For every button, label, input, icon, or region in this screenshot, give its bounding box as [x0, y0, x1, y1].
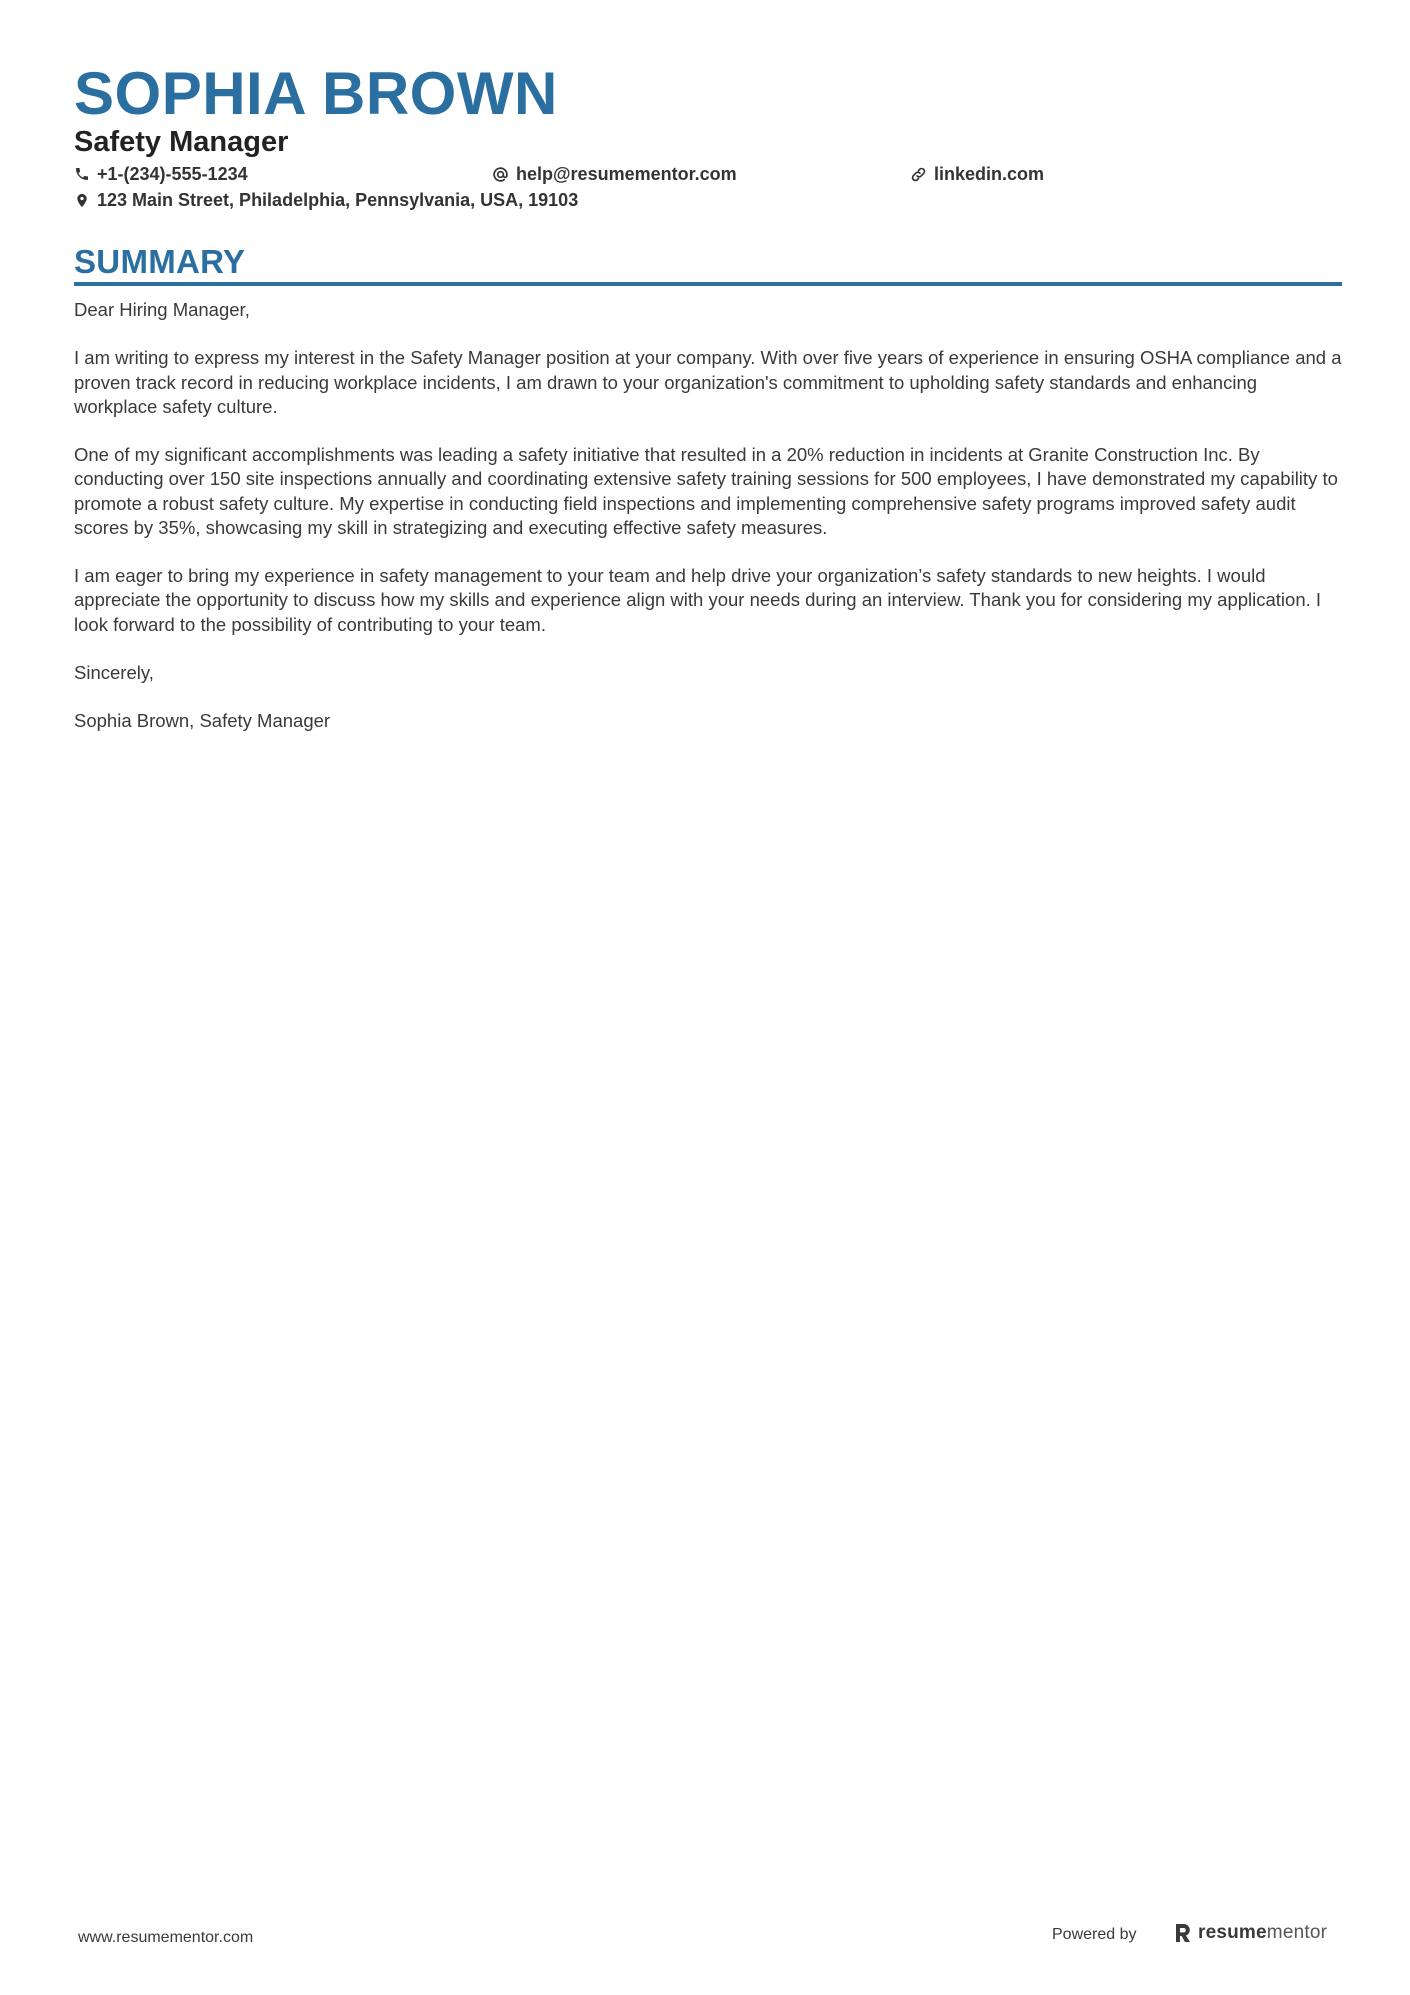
- contact-email: [492, 162, 737, 186]
- phone-text: +1-(234)-555-1234: [97, 164, 248, 184]
- paragraph-2: One of my significant accomplishments was leading a safety initiative that resulted in a 20% reduction in incidents at Granite Construction Inc. By conducting over 150 site inspections annually and coordinating extensive safety training sessions for 500 employees, I have demonstrated my capability to promote a robust safety culture. My expertise in conducting field inspections and implementing comprehensive safety programs improved safety audit scores by 35%, showcasing my skill in strategizing and executing effective safety measures.: [74, 444, 1338, 538]
- contact-phone: [74, 162, 248, 186]
- phone-icon: [74, 166, 90, 182]
- footer-website: www.resumementor.com: [78, 1929, 254, 1946]
- contact-address: [74, 188, 578, 212]
- address-text: 123 Main Street, Philadelphia, Pennsylvania, USA, 19103: [97, 190, 579, 210]
- linkedin-text: linkedin.com: [934, 164, 1045, 184]
- section-heading-summary: SUMMARY: [74, 243, 246, 280]
- resumementor-logo-icon: [1174, 1923, 1192, 1943]
- brand-logo: [1174, 1921, 1327, 1945]
- salutation: Dear Hiring Manager,: [74, 299, 250, 320]
- link-icon: [910, 166, 927, 183]
- letter-body: [74, 298, 1342, 758]
- email-text: help@resumementor.com: [516, 164, 737, 184]
- powered-by-label: Powered by: [1052, 1926, 1137, 1943]
- closing: Sincerely,: [74, 661, 154, 683]
- brand-wordmark-bold: resume: [1198, 1922, 1267, 1943]
- brand-wordmark: [1198, 1921, 1327, 1945]
- brand-wordmark-light: mentor: [1266, 1922, 1328, 1943]
- contact-linkedin: [910, 162, 1044, 186]
- paragraph-1: I am writing to express my interest in the Safety Manager position at your company. With over five years of experience in ensuring OSHA compliance and a proven track record in reducing workplace incidents, I am drawn to your organization's commitment to upholding safety standards and enhancing workplace safety culture.: [74, 347, 1342, 417]
- at-sign-icon: [492, 166, 509, 183]
- signature: Sophia Brown, Safety Manager: [74, 710, 331, 732]
- candidate-name: SOPHIA BROWN: [74, 60, 558, 127]
- job-title: Safety Manager: [74, 126, 289, 158]
- paragraph-3: I am eager to bring my experience in safety management to your team and help drive your organization’s safety standards to new heights. I would appreciate the opportunity to discuss how my skills and experience align with your needs during an interview. Thank you for considering my application. I look forward to the possibility of contributing to your team.: [74, 565, 1322, 635]
- section-divider: [74, 282, 1342, 286]
- location-pin-icon: [74, 192, 90, 209]
